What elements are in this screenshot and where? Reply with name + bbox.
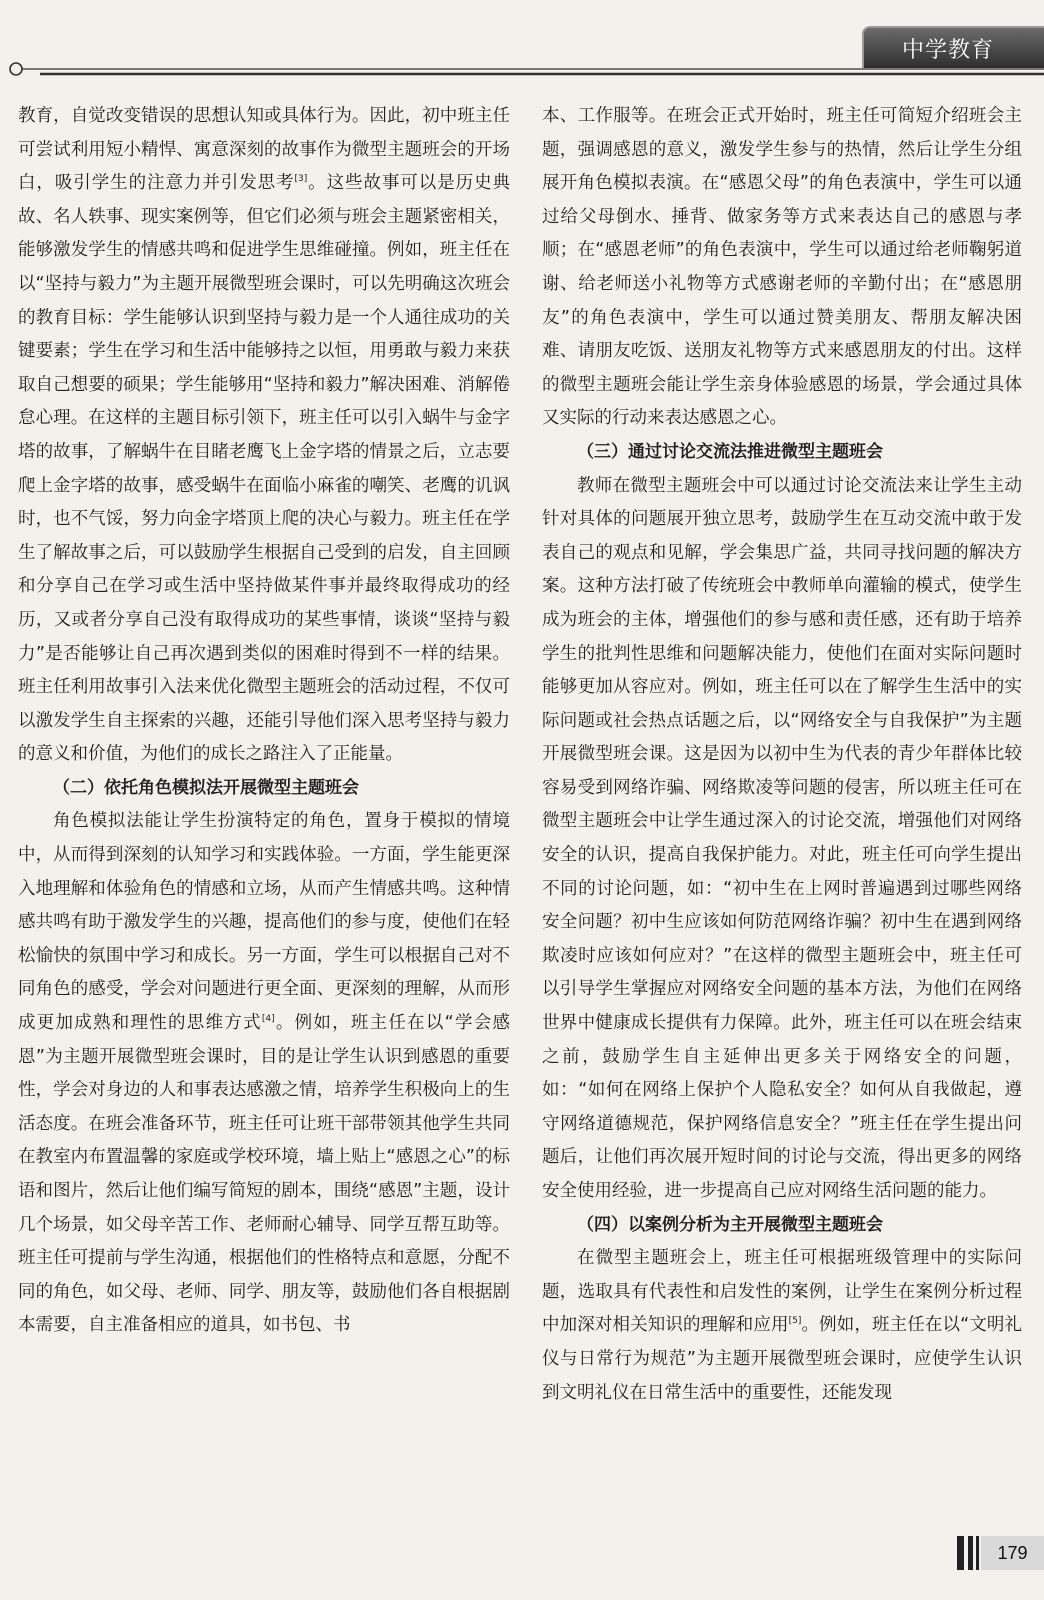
paragraph: 教师在微型主题班会中可以通过讨论交流法来让学生主动针对具体的问题展开独立思考，鼓励学生在互动交流中敢于发表自己的观点和见解，学会集思广益，共同寻找问题的解决方案。这种方法打破了传统班会中教师单向灌输的模式，使学生成为班会的主体，增强他们的参与感和责任感，还有助于培养学生的批判性思维和问题解决能力，使他们在面对实际问题时能够更加从容应对。例如，班主任可以在了解学生生活中的实际问题或社会热点话题之后，以“网络安全与自我保护”为主题开展微型班会课。这是因为以初中生为代表的青少年群体比较容易受到网络诈骗、网络欺凌等问题的侵害，所以班主任可在微型主题班会中让学生通过深入的讨论交流，增强他们对网络安全的认识，提高自我保护能力。对此，班主任可向学生提出不同的讨论问题，如：“初中生在上网时普遍遇到过哪些网络安全问题？初中生应该如何防范网络诈骗？初中生在遇到网络欺凌时应该如何应对？”在这样的微型主题班会中，班主任可以引导学生掌握应对网络安全问题的基本方法，为他们在网络世界中健康成长提供有力保障。此外，班主任可以在班会结束之前，鼓励学生自主延伸出更多关于网络安全的问题，如：“如何在网络上保护个人隐私安全？如何从自我做起，遵守网络道德规范，保护网络信息安全？”班主任在学生提出问题后，让他们再次展开短时间的讨论与交流，得出更多的网络安全使用经验，进一步提高自己应对网络生活问题的能力。 — [542, 475, 1022, 1201]
section-label: 中学教育 — [902, 38, 995, 63]
paragraph: 角色模拟法能让学生扮演特定的角色，置身于模拟的情境中，从而得到深刻的认知学习和实践体验。一方面，学生能更深入地理解和体验角色的情感和立场，从而产生情感共鸣。这种情感共鸣有助于激发学生的兴趣，提高他们的参与度，使他们在轻松愉快的氛围中学习和成长。另一方面，学生可以根据自己对不同角色的感受，学会对问题进行更全面、更深刻的理解，从而形成更加成熟和理性的思维方式[4]。例如，班主任在以“学会感恩”为主题开展微型班会课时，目的是让学生认识到感恩的重要性，学会对身边的人和事表达感激之情，培养学生积极向上的生活态度。在班会准备环节，班主任可让班干部带领其他学生共同在教室内布置温馨的家庭或学校环境，墙上贴上“感恩之心”的标语和图片，然后让他们编写简短的剧本，围绕“感恩”主题，设计几个场景，如父母辛苦工作、老师耐心辅导、同学互帮互助等。班主任可提前与学生沟通，根据他们的性格特点和意愿，分配不同的角色，如父母、老师、同学、朋友等，鼓励他们各自根据剧本需要，自主准备相应的道具，如书包、书 — [18, 811, 510, 1336]
paragraph: 在微型主题班会上，班主任可根据班级管理中的实际问题，选取具有代表性和启发性的案例，让学生在案例分析过程中加深对相关知识的理解和应用[5]。例如，班主任在以“文明礼仪与日常行为规范”为主题开展微型班会课时，应使学生认识到文明礼仪在日常生活中的重要性，还能发现 — [542, 1248, 1022, 1403]
left-column — [18, 100, 510, 1343]
section-heading: （二）依托角色模拟法开展微型主题班会 — [53, 777, 359, 798]
citation-ref: [4] — [261, 1014, 275, 1025]
decor-bar — [976, 1536, 979, 1570]
paragraph: 本、工作服等。在班会正式开始时，班主任可简短介绍班会主题，强调感恩的意义，激发学生参与的热情，然后让学生分组展开角色模拟表演。在“感恩父母”的角色表演中，学生可以通过给父母倒水、捶背、做家务等方式来表达自己的感恩与孝顺；在“感恩老师”的角色表演中，学生可以通过给老师鞠躬道谢、给老师送小礼物等方式感谢老师的辛勤付出；在“感恩朋友”的角色表演中，学生可以通过赞美朋友、帮朋友解决困难、请朋友吃饭、送朋友礼物等方式来感恩朋友的付出。这样的微型主题班会能让学生亲身体验感恩的场景，学会通过具体又实际的行动来表达感恩之心。 — [542, 106, 1022, 429]
right-column — [542, 100, 1022, 1410]
section-tab — [862, 26, 1044, 68]
section-heading: （四）以案例分析为主开展微型主题班会 — [577, 1214, 883, 1235]
decor-bar — [957, 1536, 964, 1570]
section-heading: （三）通过讨论交流法推进微型主题班会 — [577, 441, 883, 462]
decor-bar — [968, 1536, 973, 1570]
citation-ref: [3] — [294, 174, 308, 185]
page-number: 179 — [981, 1536, 1044, 1570]
paragraph: 教育，自觉改变错误的思想认知或具体行为。因此，初中班主任可尝试利用短小精悍、寓意深刻的故事作为微型主题班会的开场白，吸引学生的注意力并引发思考[3]。这些故事可以是历史典故、名人轶事、现实案例等，但它们必须与班会主题紧密相关，能够激发学生的情感共鸣和促进学生思维碰撞。例如，班主任在以“坚持与毅力”为主题开展微型班会课时，可以先明确这次班会的教育目标：学生能够认识到坚持与毅力是一个人通往成功的关键要素；学生在学习和生活中能够持之以恒，用勇敢与毅力来获取自己想要的硕果；学生能够用“坚持和毅力”解决困难、消解倦怠心理。在这样的主题目标引领下，班主任可以引入蜗牛与金字塔的故事，了解蜗牛在目睹老鹰飞上金字塔的情景之后，立志要爬上金字塔的故事，感受蜗牛在面临小麻雀的嘲笑、老鹰的讥讽时，也不气馁，努力向金字塔顶上爬的决心与毅力。班主任在学生了解故事之后，可以鼓励学生根据自己受到的启发，自主回顾和分享自己在学习或生活中坚持做某件事并最终取得成功的经历，又或者分享自己没有取得成功的某些事情，谈谈“坚持与毅力”是否能够让自己再次遇到类似的困难时得到不一样的结果。班主任利用故事引入法来优化微型主题班会的活动过程，不仅可以激发学生自主探索的兴趣，还能引导他们深入思考坚持与毅力的意义和价值，为他们的成长之路注入了正能量。 — [18, 106, 511, 765]
citation-ref: [5] — [788, 1316, 802, 1327]
page-number-box — [957, 1536, 1044, 1570]
